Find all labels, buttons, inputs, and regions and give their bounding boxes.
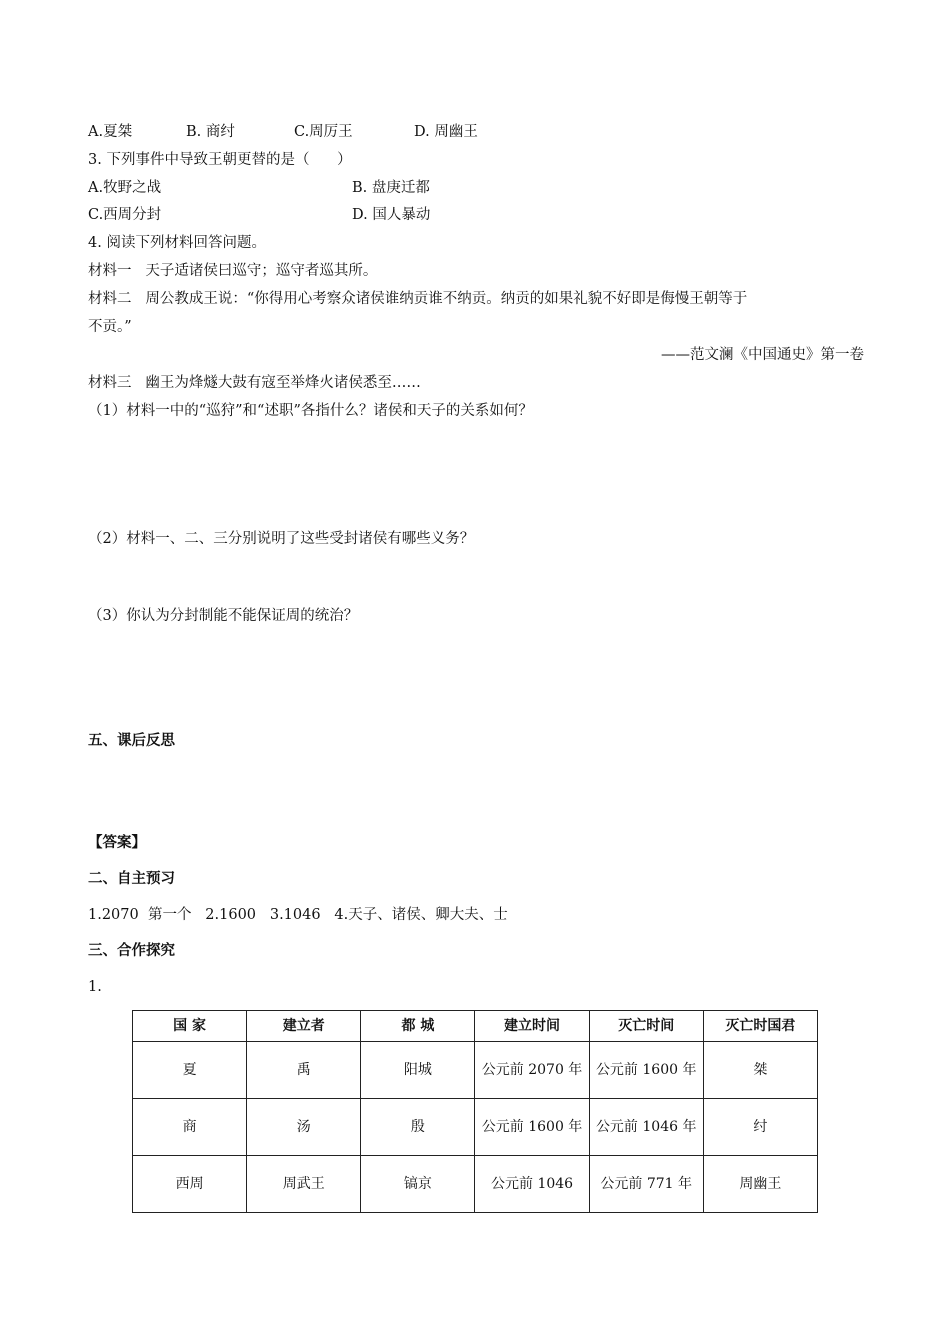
answers-title: 【答案】 [88,835,146,851]
table-header-row [133,1011,818,1042]
dynasty-table [132,1010,818,1213]
table-cell: 镐京 [361,1156,475,1213]
table-header-cell: 建立者 [247,1011,361,1042]
q3-option-b: B. 盘庚迁都 [352,180,430,196]
table-header-cell: 都 城 [361,1011,475,1042]
table-row [133,1099,818,1156]
q4-material-2-source: ——范文澜《中国通史》第一卷 [661,347,864,363]
table-header-cell: 灭亡时国君 [703,1011,817,1042]
q2-option-d: D. 周幽王 [414,124,478,140]
table-header-cell: 建立时间 [475,1011,589,1042]
q4-material-2-line2: 不贡。” [88,319,132,335]
table-cell: 禹 [247,1042,361,1099]
table-row [133,1042,818,1099]
q4-subquestion-3: （3）你认为分封制能不能保证周的统治？ [88,608,359,624]
q4-subquestion-1: （1）材料一中的“巡狩”和“述职”各指什么？诸侯和天子的关系如何？ [88,403,533,419]
q2-option-a: A.夏桀 [88,124,133,140]
q3-option-d: D. 国人暴动 [352,207,431,223]
q4-stem: 4. 阅读下列材料回答问题。 [88,235,266,251]
table-cell: 西周 [133,1156,247,1213]
table-cell: 周武王 [247,1156,361,1213]
q3-stem: 3. 下列事件中导致王朝更替的是（ ） [88,152,352,168]
q4-subquestion-2: （2）材料一、二、三分别说明了这些受封诸侯有哪些义务？ [88,531,475,547]
table-cell: 公元前 2070 年 [475,1042,589,1099]
table-cell: 公元前 771 年 [589,1156,703,1213]
section-5-heading: 五、课后反思 [88,733,175,749]
q4-material-3: 材料三 幽王为烽燧大鼓有寇至举烽火诸侯悉至…… [88,375,421,391]
answers-section-2-heading: 二、自主预习 [88,871,175,887]
table-header-cell: 灭亡时间 [589,1011,703,1042]
answers-section-3-heading: 三、合作探究 [88,943,175,959]
table-cell: 阳城 [361,1042,475,1099]
q2-option-b: B. 商纣 [186,124,235,140]
q3-option-a: A.牧野之战 [88,180,162,196]
table-row [133,1156,818,1213]
table-header-cell: 国 家 [133,1011,247,1042]
table-cell: 公元前 1600 年 [589,1042,703,1099]
table-cell: 商 [133,1099,247,1156]
table-cell: 夏 [133,1042,247,1099]
table-cell: 公元前 1046 [475,1156,589,1213]
table-cell: 公元前 1600 年 [475,1099,589,1156]
table-cell: 桀 [703,1042,817,1099]
table-cell: 周幽王 [703,1156,817,1213]
table-cell: 汤 [247,1099,361,1156]
answers-section-3-item-number: 1. [88,979,102,995]
q4-material-2-line1: 材料二 周公教成王说：“你得用心考察众诸侯谁纳贡谁不纳贡。纳贡的如果礼貌不好即是侮慢王朝等于 [88,291,748,307]
table-cell: 公元前 1046 年 [589,1099,703,1156]
table-cell: 殷 [361,1099,475,1156]
q2-option-c: C.周厉王 [294,124,353,140]
table-cell: 纣 [703,1099,817,1156]
q3-option-c: C.西周分封 [88,207,162,223]
q4-material-1: 材料一 天子适诸侯曰巡守；巡守者巡其所。 [88,263,378,279]
answers-section-2-line: 1.2070 第一个 2.1600 3.1046 4.天子、诸侯、卿大夫、士 [88,907,508,923]
